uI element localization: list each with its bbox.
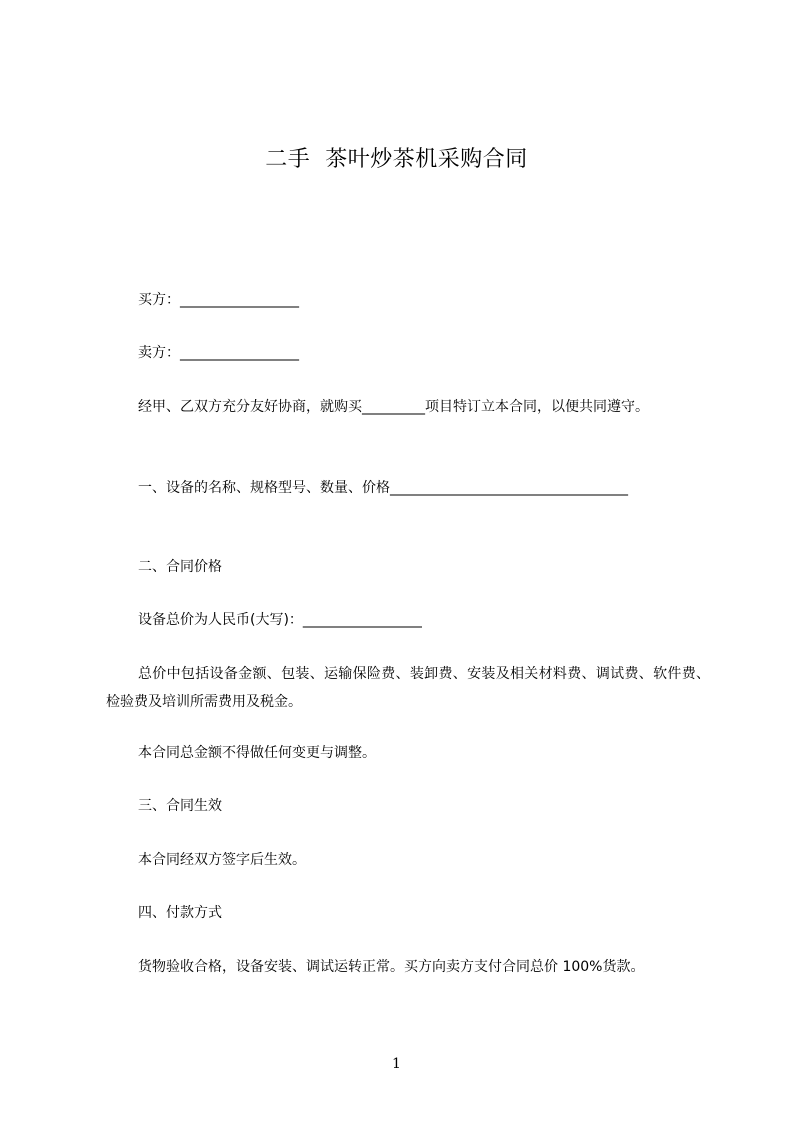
- contract-title: 二手 茶叶炒茶机采购合同: [265, 147, 528, 172]
- section4-heading: 四、付款方式: [138, 905, 222, 921]
- intro-paragraph: 经甲、乙双方充分友好协商，就购买_________项目特订立本合同，以便共同遵守。: [138, 399, 649, 415]
- total-price-line: 设备总价为人民币(大写)：_________________: [138, 612, 422, 628]
- page-number: 1: [392, 1056, 401, 1072]
- no-change-line: 本合同总金额不得做任何变更与调整。: [138, 745, 376, 761]
- seller-line: 卖方：_________________: [138, 345, 299, 361]
- buyer-line: 买方：_________________: [138, 292, 299, 308]
- section2-heading: 二、合同价格: [138, 559, 222, 575]
- payment-line: 货物验收合格，设备安装、调试运转正常。买方向卖方支付合同总价 100%货款。: [138, 959, 645, 975]
- price-includes-paragraph: 总价中包括设备金额、包装、运输保险费、装卸费、安装及相关材料费、调试费、软件费、检验费及培训所需费用及税金。: [106, 666, 710, 710]
- section3-heading: 三、合同生效: [138, 798, 222, 814]
- effective-line: 本合同经双方签字后生效。: [138, 852, 306, 868]
- section1-paragraph: 一、设备的名称、规格型号、数量、价格__________________________________: [138, 480, 628, 496]
